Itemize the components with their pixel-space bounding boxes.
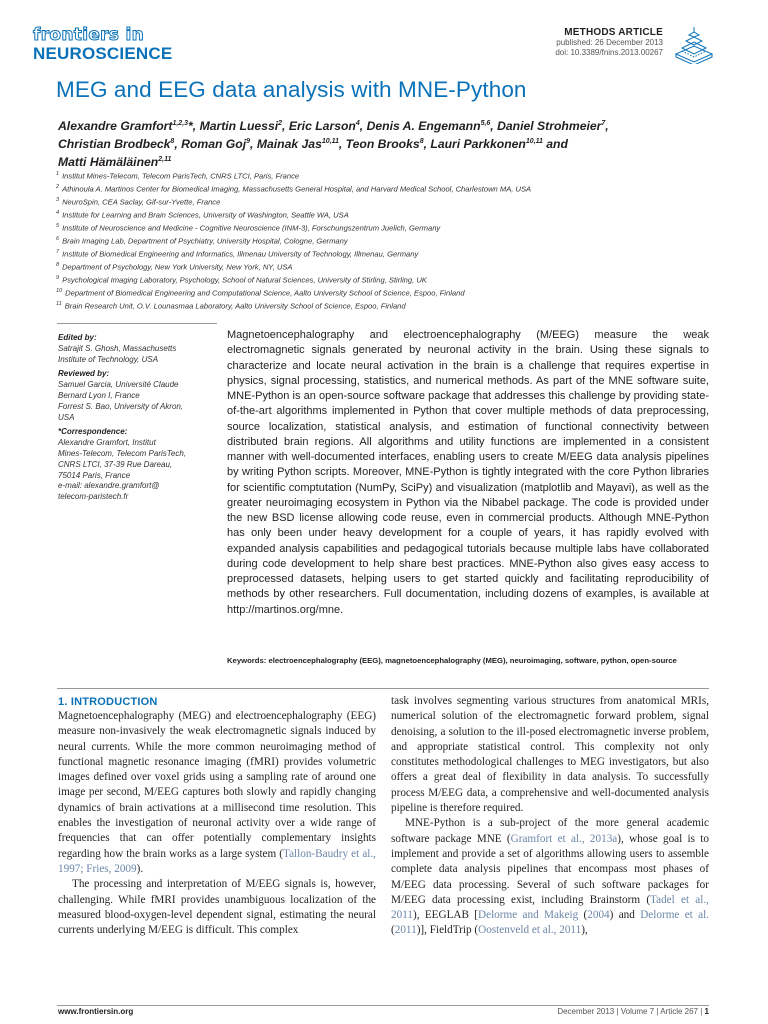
citation-link[interactable]: Gramfort et al., 2013a [510,832,618,845]
footer-issue: December 2013 | Volume 7 | Article 267 | [557,1007,703,1016]
keywords-label: Keywords: [227,656,267,665]
author-separator: , [490,119,498,134]
text-run: ), EEGLAB [ [412,909,479,922]
article-type: METHODS ARTICLE [564,27,663,38]
affiliation-number: 11 [56,301,62,308]
author-separator: , [423,137,431,152]
author-affiliation-marker: 10,11 [321,138,339,146]
affiliation-number: 4 [56,210,60,217]
reviewed-by-text: Samuel Garcia, Université Claude Bernard Lyon I, France Forrest S. Bao, University of Akron, USA [58,380,184,422]
edited-by-text: Satrajit S. Ghosh, Massachusetts Institute of Technology, USA [58,343,177,364]
sidebar-divider [57,323,217,324]
text-run: )], FieldTrip ( [416,924,479,937]
author-name: Mainak Jas [256,137,322,152]
author-affiliation-marker: 2,11 [158,156,172,164]
abstract: Magnetoencephalography and electroencephalography (M/EEG) measure the weak electromagnetic signals generated by neuronal activity in the brain. Using these signals to characterize and locate neural activation in the brain is a challenge that requires expertise in physics, signal processing, statistics, and numerical methods. As part of the MNE software suite, MNE-Python is an open-source software package that addresses this challenge by providing state-of-the-art algorithms implemented in Python that cover multiple methods of data preprocessing, source localization, statistical analysis, and estimation of functional connectivity between distributed brain regions. All algorithms and utility functions are implemented in a consistent manner with well-documented interfaces, enabling users to create M/EEG data analysis pipelines by writing Python scripts. Moreover, MNE-Python is tightly integrated with the core Python libraries for scientific comptutation (NumPy, SciPy) and visualization (matplotlib and Mayavi), as well as the greater neuroimaging ecosystem in Python via the Nibabel package. The code is provided under the new BSD license allowing code reuse, even in commercial products. Although MNE-Python has only been under heavy development for a couple of years, it has rapidly evolved with expanded analysis capabilities and pedagogical tutorials because multiple labs have collaborated during code development to help share best practices. MNE-Python also gives easy access to preprocessed datasets, helping users to get started quickly and facilitating reproducibility of methods by other researchers. Full documentation, including dozens of examples, is available at http://martinos.org/mne. [227,329,709,616]
affiliation-list [56,169,716,312]
text-run: MNE-Python is a sub-project of the more general academic software package MNE ( [391,817,709,845]
affiliation-text: Institute for Learning and Brain Sciences, University of Washington, Seattle WA, USA [62,210,349,220]
affiliation-text: Athinoula A. Martinos Center for Biomedical Imaging, Massachusetts General Hospital, and Harvard Medical School, Charlestown MA, USA [62,184,532,194]
author-list [58,116,708,170]
affiliation-item [56,273,716,286]
affiliation-item [56,260,716,273]
journal-logo [33,27,203,65]
citation-link[interactable]: Oostenveld et al., 2011 [478,924,582,937]
author-separator: , [605,119,609,134]
author-name: Eric Larson [288,119,356,134]
author-separator: and [542,137,568,152]
affiliation-text: Psychological Imaging Laboratory, Psychology, School of Natural Sciences, University of Stirling, Stirling, UK [62,275,427,285]
citation-link[interactable]: Tallon-Baudry et al., 1997; Fries, 2009 [58,847,376,875]
keywords-text: electroencephalography (EEG), magnetoencephalography (MEG), neuroimaging, software, python, open-source [268,656,677,665]
citation-link[interactable]: Tadel et al., 2011 [391,893,709,922]
section-heading: 1. INTRODUCTION [58,696,158,708]
affiliation-number: 8 [56,262,60,269]
journal-emblem-icon [672,24,716,64]
affiliation-text: Institut Mines-Telecom, Telecom ParisTech, CNRS LTCI, Paris, France [62,171,300,181]
citation-link[interactable]: 2004 [587,909,610,922]
author-name: Alexandre Gramfort [58,119,173,134]
paragraph: task involves segmenting various structures from anatomical MRIs, numerical solution of the electromagnetic forward problem, signal denoising, a solution to the ill-posed electromagnetic inverse problem, and appropriate statistical control. This complexity not only constitutes methodological challenges to MEG investigators, but also offers a great deal of flexibility in data analysis. To successfully process M/EEG data, a comprehensive and well-documented analysis pipeline is therefore required. [391,695,709,815]
editorial-sidebar [58,333,218,507]
affiliation-item [56,221,716,234]
affiliation-text: NeuroSpin, CEA Saclay, Gif-sur-Yvette, France [62,197,221,207]
affiliation-number: 10 [56,288,63,295]
affiliation-text: Department of Psychology, New York University, New York, NY, USA [62,262,293,272]
logo-text-top: frontiers in [33,25,144,45]
author-affiliation-marker: 2 [278,120,283,127]
affiliation-item [56,299,716,312]
author-separator: , [174,137,182,152]
author-name: Daniel Strohmeier [497,119,602,134]
author-affiliation-marker: 5,6 [480,120,491,127]
footer-issue-info [557,1007,709,1016]
body-column-left [58,709,376,938]
author-affiliation-marker: 8 [170,138,175,146]
text-run: ), whose goal is to implement and provide a set of algorithms allowing users to assemble complete data analysis pipelines that encompass most phases of M/EEG data processing. Several of such software packages for M/EEG data processing exist, including Brainstorm ( [391,832,709,906]
author-affiliation-marker: 9 [246,138,251,146]
author-affiliation-marker: 1,2,3 [172,120,189,127]
affiliation-number: 2 [56,184,60,191]
paragraph [58,709,376,877]
text-run: ). [136,862,144,875]
author-separator: *, [188,119,200,134]
affiliation-text: Department of Biomedical Engineering and Computational Science, Aalto University School of Science, Espoo, Finland [65,288,465,298]
author-affiliation-marker: 8 [419,138,424,146]
footer-site-link[interactable]: www.frontiersin.org [58,1007,134,1016]
affiliation-item [56,247,716,260]
author-name: Teon Brooks [345,137,420,152]
affiliation-number: 7 [56,249,60,256]
text-run: ) and [609,909,641,922]
affiliation-item [56,234,716,247]
affiliation-text: Brain Imaging Lab, Department of Psychiatry, University Hospital, Cologne, Germany [62,236,348,246]
published-date: published: 26 December 2013 [556,38,663,47]
author-affiliation-marker: 10,11 [525,138,543,146]
reviewed-by-label: Reviewed by: [58,369,110,379]
affiliation-text: Institute of Neuroscience and Medicine - Cognitive Neuroscience (INM-3), Forschungszentrum Juelich, Germany [62,223,441,233]
affiliation-item [56,169,716,182]
doi[interactable]: doi: 10.3389/fnins.2013.00267 [555,48,663,57]
section-divider [57,688,709,689]
correspondence-label: *Correspondence: [58,427,128,437]
affiliation-item [56,208,716,221]
author-name: Christian Brodbeck [58,137,171,152]
author-name: Matti Hämäläinen [58,155,159,170]
author-affiliation-marker: 7 [601,120,606,127]
affiliation-text: Institute of Biomedical Engineering and Informatics, Illmenau University of Technology, Illmenau, Germany [62,249,419,259]
author-affiliation-marker: 4 [355,120,360,127]
paragraph [391,816,709,938]
author-name: Martin Luessi [199,119,279,134]
affiliation-item [56,286,716,299]
page-number: 1 [704,1007,709,1016]
text-run: Magnetoencephalography (MEG) and electroencephalography (EEG) measure non-invasively the weak electromagnetic signals induced by neural currents. While the more common neuroimaging method of functional magnetic resonance imaging (fMRI) provides volumetric images defined over voxel grids using a sampling rate of around one image per second, M/EEG captures both slowly and rapidly changing dynamics of brain activations at a millisecond time resolution. This enables the investigation of neuronal activity over a wide range of frequencies that can offer potentially complementary insights regarding how the brain works as a large system ( [58,710,376,860]
affiliation-number: 3 [56,197,60,204]
citation-link[interactable]: Delorme et al. [640,909,709,922]
text-run: ( [391,924,395,937]
affiliation-item [56,182,716,195]
logo-text-bottom: NEUROSCIENCE [33,44,173,63]
body-column-right [391,694,709,939]
affiliation-number: 6 [56,236,60,243]
author-name: Denis A. Engemann [366,119,481,134]
edited-by-label: Edited by: [58,333,97,342]
keywords [227,655,709,667]
text-run: ), [581,924,588,937]
correspondence-text: Alexandre Gramfort, Institut Mines-Telecom, Telecom ParisTech, CNRS LTCI, 37-39 Rue Dareau, 75014 Paris, France e-mail: alexandre.gramfort@ telecom-paristech.fr [58,438,187,502]
author-separator: , [250,137,257,152]
article-title: MEG and EEG data analysis with MNE-Python [56,77,527,102]
affiliation-number: 1 [56,171,60,177]
citation-link[interactable]: 2011 [394,924,417,937]
text-run: ( [578,909,588,922]
affiliation-item [56,195,716,208]
citation-link[interactable]: Delorme and Makeig [478,909,579,922]
author-name: Roman Goj [181,137,247,152]
author-separator: , [338,137,346,152]
author-separator: , [282,119,289,134]
affiliation-number: 9 [56,275,60,282]
affiliation-number: 5 [56,223,60,230]
paragraph: The processing and interpretation of M/EEG signals is, however, challenging. While fMRI provides unambiguous localization of the measured blood-oxygen-level dependent signal, estimating the neural currents underlying M/EEG is difficult. This complex [58,878,376,937]
article-meta [555,27,663,58]
affiliation-text: Brain Research Unit, O.V. Lounasmaa Laboratory, Aalto University School of Science, Espoo, Finland [64,301,406,311]
footer-divider [57,1005,709,1006]
author-name: Lauri Parkkonen [430,137,526,152]
author-separator: , [359,119,367,134]
